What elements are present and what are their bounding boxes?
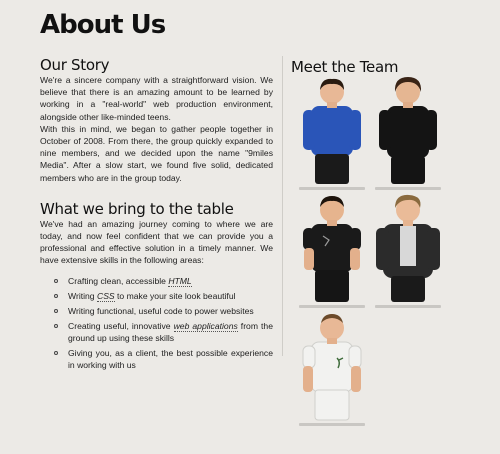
list-item: Writing functional, useful code to power websites xyxy=(54,305,273,317)
person-figure-icon xyxy=(297,190,367,308)
list-item: Giving you, as a client, the best possible experience in working with us xyxy=(54,347,273,371)
team-member-photo[interactable] xyxy=(297,308,367,426)
abbr-html[interactable]: HTML xyxy=(168,275,192,286)
photo-shadow xyxy=(299,423,365,426)
our-story-heading: Our Story xyxy=(40,56,110,74)
bullet-icon xyxy=(54,309,58,313)
meet-the-team-heading: Meet the Team xyxy=(291,58,399,76)
person-figure-icon xyxy=(373,72,443,190)
abbr-web-applications[interactable]: web applications xyxy=(173,320,238,331)
team-member-photo[interactable] xyxy=(297,72,367,190)
bullet-icon xyxy=(54,351,58,355)
person-figure-icon xyxy=(297,72,367,190)
team-member-photo[interactable] xyxy=(373,190,443,308)
photo-shadow xyxy=(375,305,441,308)
bullet-icon xyxy=(54,324,58,328)
list-item: Crafting clean, accessible HTML xyxy=(54,275,273,287)
bring-intro: We've had an amazing journey coming to where we are today, and now feel confident that we can provide you a professional and effective solution in a timely manner. We have extensive skills in the following areas: xyxy=(40,218,273,266)
story-column xyxy=(40,56,273,374)
person-figure-icon xyxy=(297,308,367,426)
skills-list xyxy=(54,275,273,371)
team-member-photo[interactable] xyxy=(297,190,367,308)
page-title: About Us xyxy=(40,10,166,40)
abbr-css[interactable]: CSS xyxy=(96,290,115,301)
person-figure-icon xyxy=(373,190,443,308)
team-member-photo[interactable] xyxy=(373,72,443,190)
story-paragraph-1: We're a sincere company with a straightforward vision. We believe that there is an amazing amount to be learned by working in a "real-world" web production environment, alongside other like-minded teens. xyxy=(40,75,273,122)
bring-section xyxy=(40,200,273,371)
bullet-icon xyxy=(54,279,58,283)
list-item: Creating useful, innovative web applications from the ground up using these skills xyxy=(54,320,273,344)
story-paragraph-2: With this in mind, we began to gather people together in October of 2008. From there, the group quickly expanded to nine members, and we decided upon the name "9miles Media". After a slow start, we found five solid, dedicated members who are in the group today. xyxy=(40,123,273,183)
bring-heading: What we bring to the table xyxy=(40,199,234,218)
list-item: Writing CSS to make your site look beautiful xyxy=(54,290,273,302)
bullet-icon xyxy=(54,294,58,298)
